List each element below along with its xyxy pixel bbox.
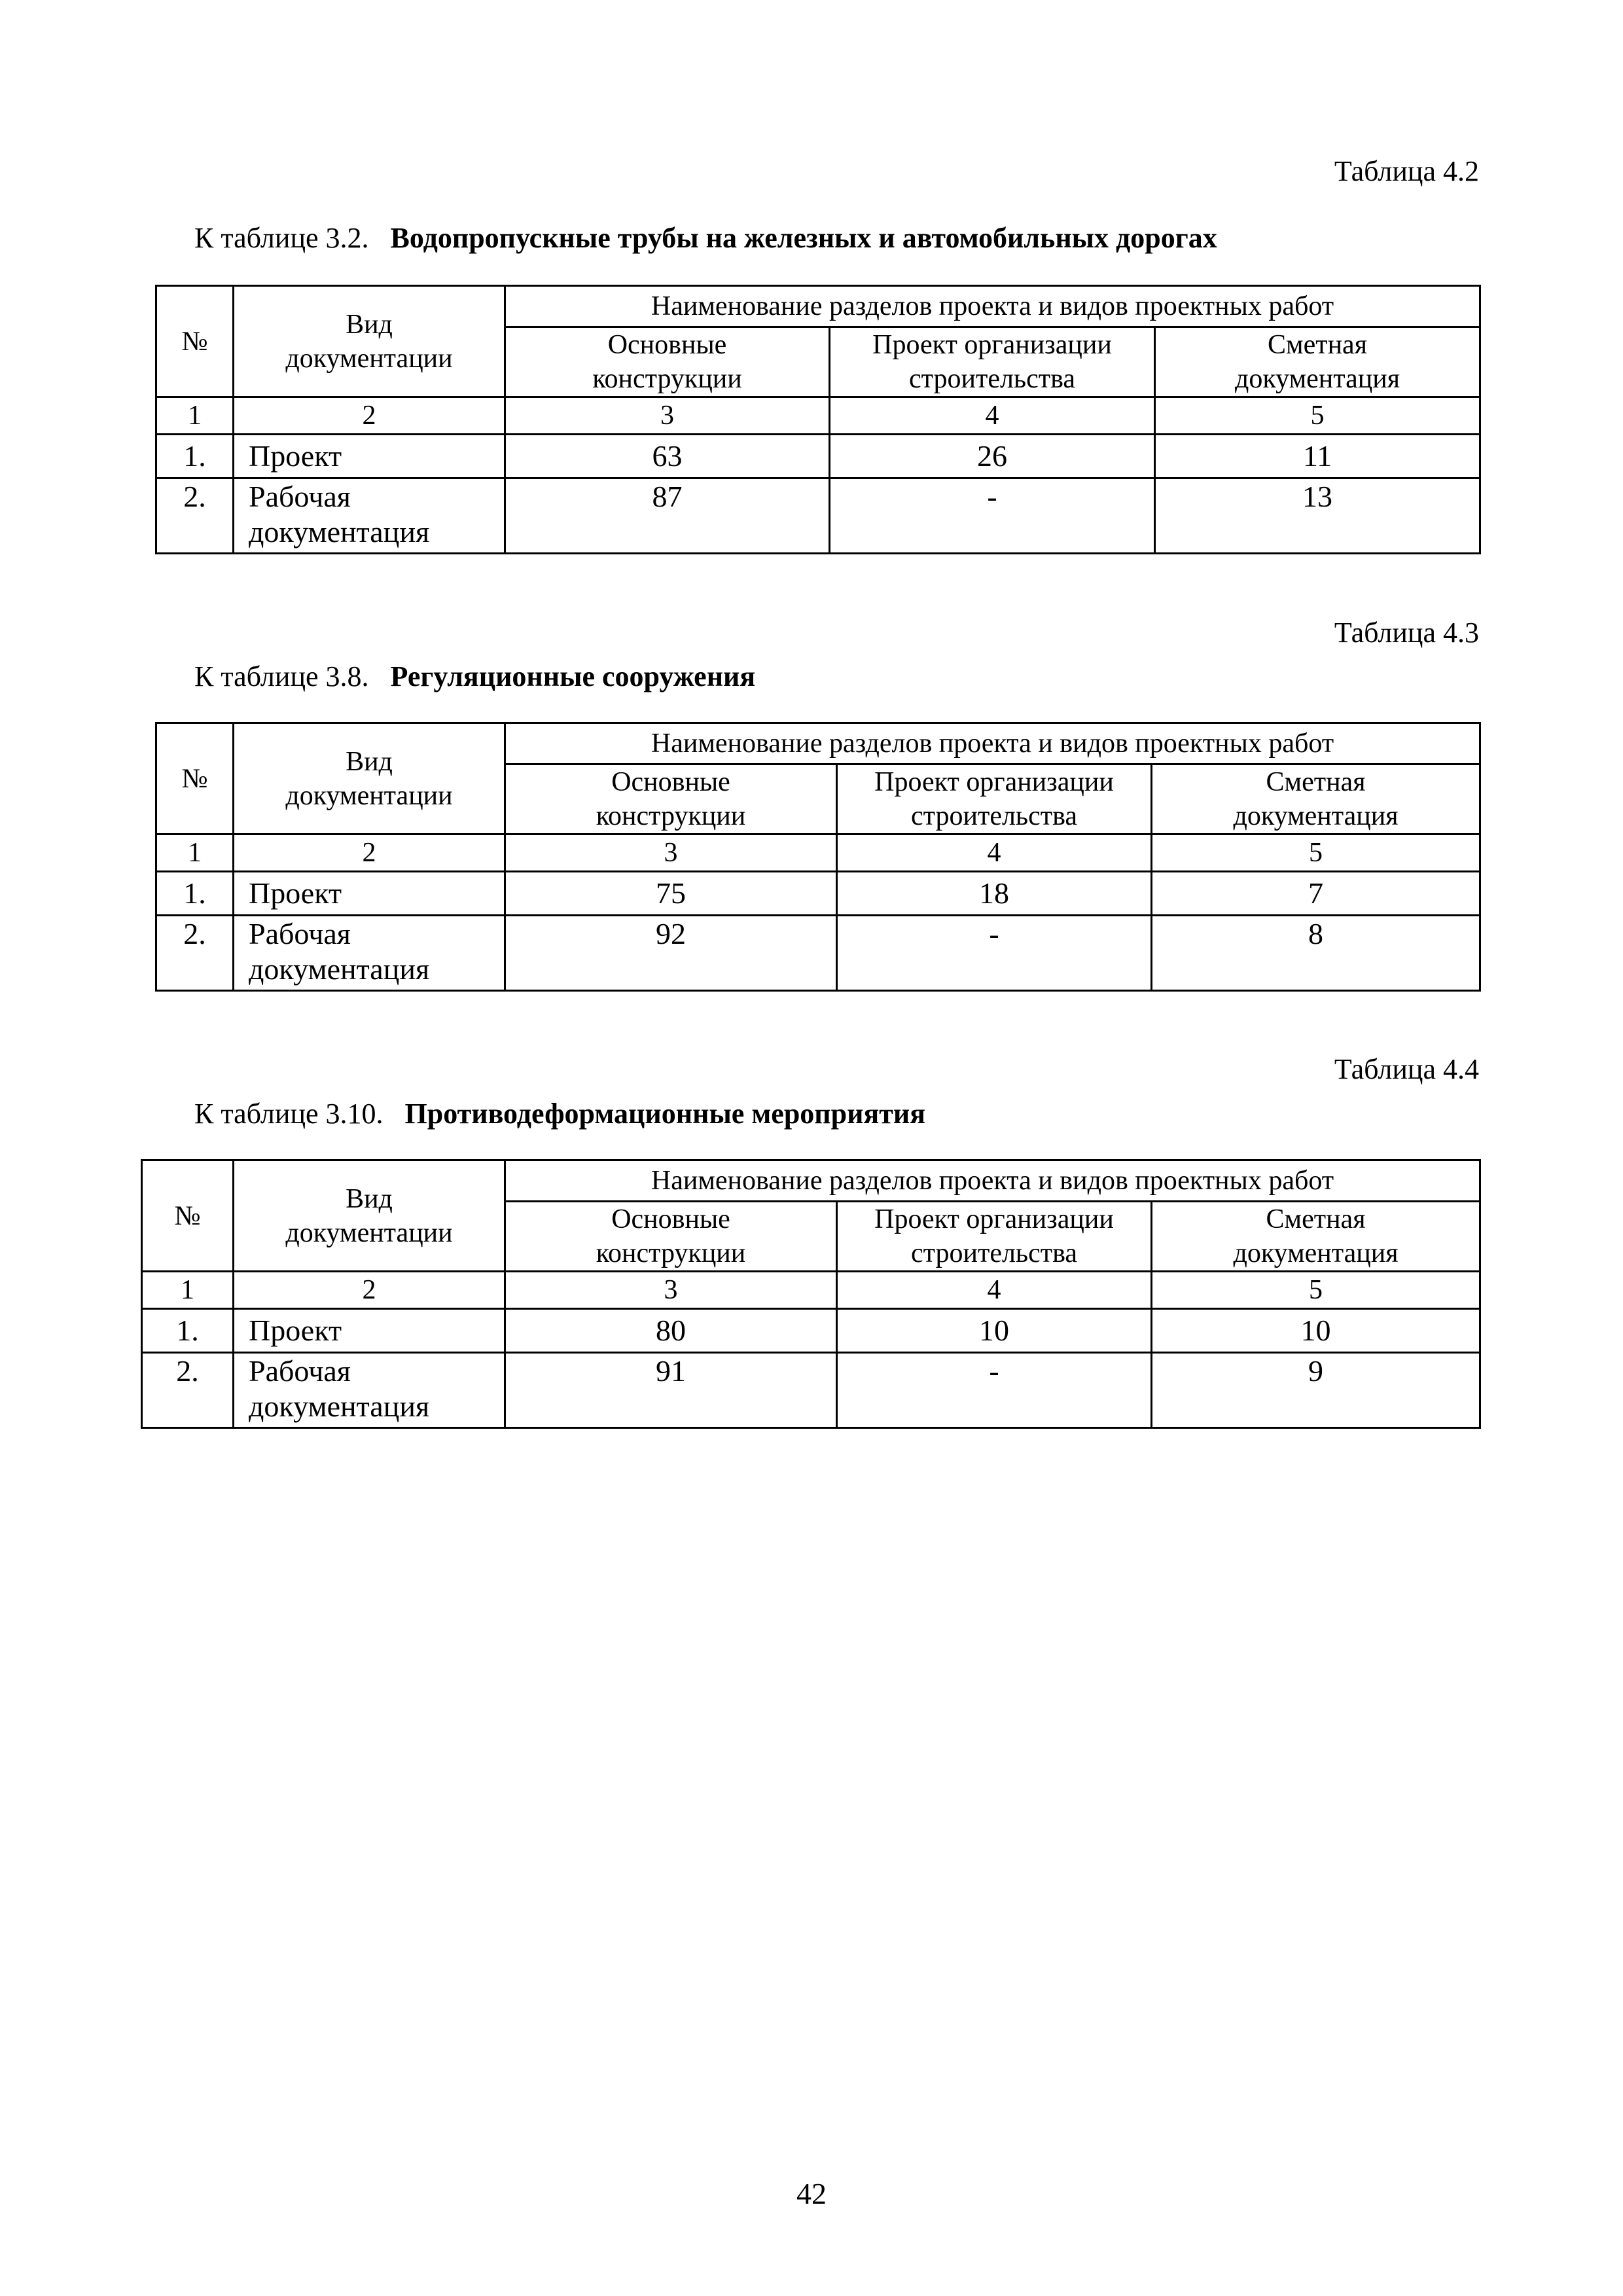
- row-name: Проект: [234, 435, 505, 478]
- data-table: [155, 722, 1481, 992]
- table-number: Таблица 4.3: [1334, 617, 1479, 649]
- header-col5: [1152, 1202, 1480, 1272]
- column-number: 3: [505, 397, 830, 435]
- column-number: 3: [505, 834, 837, 872]
- table-row: [156, 478, 1480, 554]
- row-name-line: Рабочая: [249, 480, 351, 513]
- cell-value: 13: [1155, 478, 1480, 554]
- header-col4: [830, 327, 1155, 397]
- row-name-line: документация: [249, 952, 430, 986]
- header-line: строительства: [908, 364, 1075, 394]
- header-line: Основные: [607, 330, 727, 360]
- column-number: 2: [234, 834, 505, 872]
- table-caption: [194, 224, 1217, 253]
- column-number: 1: [156, 834, 234, 872]
- column-numbers-row: [156, 834, 1480, 872]
- column-number: 2: [234, 397, 505, 435]
- column-number: 4: [837, 834, 1152, 872]
- header-line: строительства: [910, 801, 1077, 831]
- row-num: 1.: [156, 435, 234, 478]
- header-line: Проект организации: [874, 1204, 1114, 1234]
- table-row: [156, 435, 1480, 478]
- cell-value: 92: [505, 916, 837, 991]
- header-doc-type: [234, 723, 505, 834]
- column-number: 5: [1152, 834, 1480, 872]
- column-numbers-row: [156, 397, 1480, 435]
- header-col4: [837, 764, 1152, 834]
- cell-value: 8: [1152, 916, 1480, 991]
- row-num: 2.: [156, 916, 234, 991]
- header-col3: [505, 1202, 837, 1272]
- header-line: Основные: [611, 1204, 730, 1234]
- table-row: [156, 872, 1480, 916]
- header-line: строительства: [910, 1238, 1077, 1268]
- table-caption: [194, 662, 755, 691]
- table-row: [156, 916, 1480, 991]
- header-line: документации: [285, 1217, 453, 1248]
- row-name: Проект: [234, 1309, 505, 1353]
- page-number: 42: [796, 2177, 827, 2210]
- cell-value: 26: [830, 435, 1155, 478]
- cell-value: -: [830, 478, 1155, 554]
- column-number: 4: [830, 397, 1155, 435]
- header-doc-type: [234, 1160, 505, 1272]
- column-number: 5: [1152, 1272, 1480, 1309]
- header-num: №: [156, 723, 234, 834]
- cell-value: 10: [837, 1309, 1152, 1353]
- table-number: Таблица 4.4: [1334, 1053, 1479, 1085]
- header-line: конструкции: [596, 801, 746, 831]
- caption-prefix: К таблице 3.2.: [194, 222, 369, 254]
- header-line: документации: [285, 780, 453, 811]
- row-name-line: документация: [249, 1390, 430, 1423]
- column-number: 1: [142, 1272, 234, 1309]
- column-number: 4: [837, 1272, 1152, 1309]
- cell-value: 75: [505, 872, 837, 916]
- row-name-line: документация: [249, 515, 430, 548]
- header-col4: [837, 1202, 1152, 1272]
- table-number: Таблица 4.2: [1334, 155, 1479, 187]
- row-num: 1.: [142, 1309, 234, 1353]
- row-name: Проект: [234, 872, 505, 916]
- header-col5: [1152, 764, 1480, 834]
- header-group: Наименование разделов проекта и видов проектных работ: [505, 723, 1480, 764]
- header-line: документация: [1233, 801, 1399, 831]
- header-line: Проект организации: [874, 767, 1114, 797]
- table-row: [142, 1309, 1480, 1353]
- header-group: Наименование разделов проекта и видов проектных работ: [505, 1160, 1480, 1202]
- cell-value: 87: [505, 478, 830, 554]
- header-num: №: [156, 286, 234, 397]
- caption-title: Водопропускные трубы на железных и автомобильных дорогах: [390, 222, 1217, 254]
- header-group: Наименование разделов проекта и видов проектных работ: [505, 286, 1480, 327]
- header-line: Сметная: [1267, 330, 1368, 360]
- cell-value: 11: [1155, 435, 1480, 478]
- header-line: Вид: [346, 746, 393, 777]
- row-name-line: Рабочая: [249, 1354, 351, 1388]
- cell-value: 91: [505, 1353, 837, 1428]
- data-table: [155, 285, 1481, 554]
- header-line: документации: [285, 343, 453, 374]
- row-name-line: Рабочая: [249, 917, 351, 950]
- cell-value: 63: [505, 435, 830, 478]
- header-doc-type: [234, 286, 505, 397]
- column-number: 2: [234, 1272, 505, 1309]
- header-line: конструкции: [592, 364, 742, 394]
- column-number: 1: [156, 397, 234, 435]
- cell-value: 7: [1152, 872, 1480, 916]
- header-line: конструкции: [596, 1238, 746, 1268]
- row-name: [234, 478, 505, 554]
- cell-value: 10: [1152, 1309, 1480, 1353]
- row-num: 2.: [142, 1353, 234, 1428]
- header-line: Вид: [346, 309, 393, 340]
- caption-prefix: К таблице 3.8.: [194, 660, 369, 692]
- caption-title: Регуляционные сооружения: [390, 660, 756, 692]
- header-num: №: [142, 1160, 234, 1272]
- column-numbers-row: [142, 1272, 1480, 1309]
- row-name: [234, 916, 505, 991]
- cell-value: -: [837, 1353, 1152, 1428]
- header-line: документация: [1233, 1238, 1399, 1268]
- row-name: [234, 1353, 505, 1428]
- column-number: 5: [1155, 397, 1480, 435]
- header-line: Сметная: [1266, 1204, 1366, 1234]
- cell-value: 18: [837, 872, 1152, 916]
- cell-value: 80: [505, 1309, 837, 1353]
- column-number: 3: [505, 1272, 837, 1309]
- cell-value: -: [837, 916, 1152, 991]
- data-table: [141, 1159, 1481, 1429]
- caption-prefix: К таблице 3.10.: [194, 1098, 383, 1130]
- header-line: Сметная: [1266, 767, 1366, 797]
- row-num: 2.: [156, 478, 234, 554]
- table-row: [142, 1353, 1480, 1428]
- table-caption: [194, 1100, 925, 1128]
- caption-title: Противодеформационные мероприятия: [404, 1098, 926, 1130]
- row-num: 1.: [156, 872, 234, 916]
- header-col5: [1155, 327, 1480, 397]
- header-line: документация: [1234, 364, 1400, 394]
- header-line: Основные: [611, 767, 730, 797]
- header-col3: [505, 764, 837, 834]
- header-line: Вид: [346, 1183, 393, 1214]
- header-col3: [505, 327, 830, 397]
- header-line: Проект организации: [872, 330, 1112, 360]
- cell-value: 9: [1152, 1353, 1480, 1428]
